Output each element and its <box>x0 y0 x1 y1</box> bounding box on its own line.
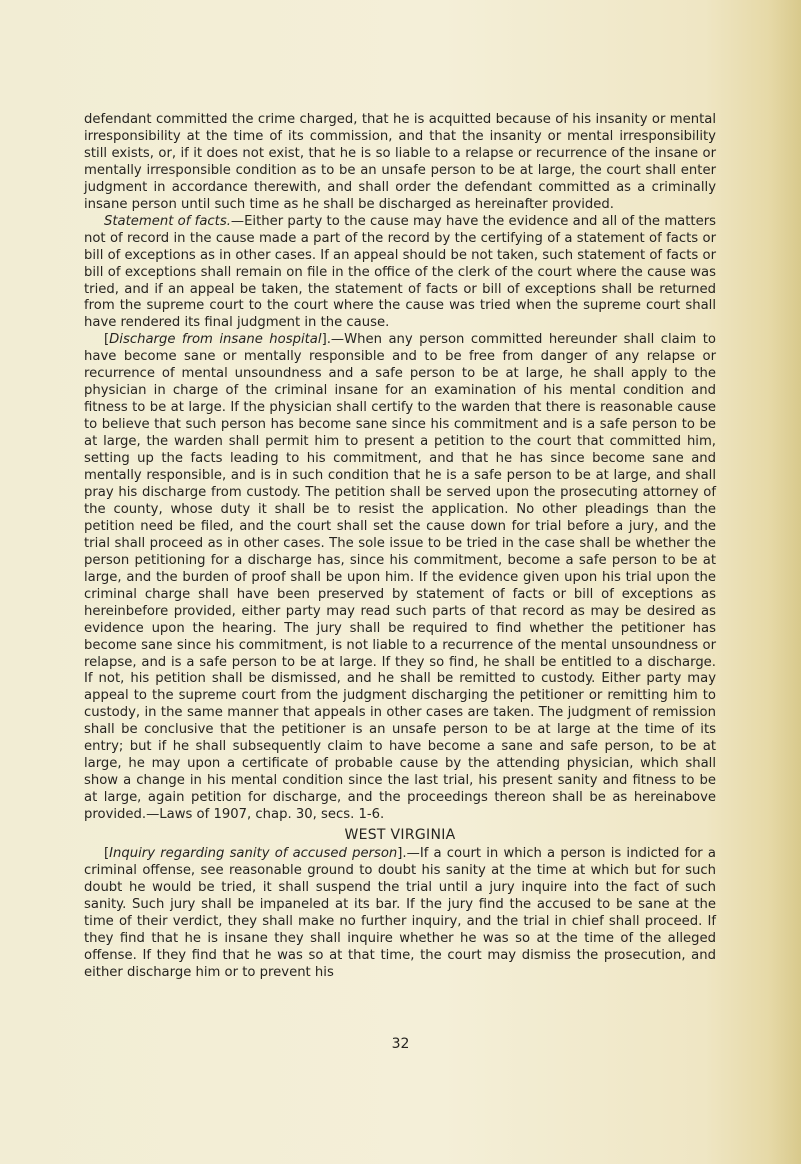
paragraph-statement-of-facts <box>84 214 716 333</box>
paragraph-lead-dash: ].— <box>321 332 345 348</box>
paragraph-lead-dash: — <box>230 213 245 229</box>
section-heading: WEST VIRGINIA <box>344 827 456 844</box>
paragraph-text: Either party to the cause may have the evidence and all of the matters not of record in the cause made a part of the record by the certifying of a statement of facts or bill of exceptions as in other cases. If an appeal should be not taken, such statement of facts or bill of exceptions shall remain on file in the office of the clerk of the court where the cause was tried, and if an appeal be taken, the statement of facts or bill of exceptions shall be returned from the supreme court to the court where the cause was tried when the supreme court shall have rendered its final judgment in the cause. <box>84 213 716 331</box>
paragraph-lead-italic: Inquiry regarding sanity of accused person <box>109 845 398 861</box>
paragraph-text: If a court in which a person is indicted for a criminal offense, see reasonable ground to doubt his sanity at the time at which but for such doubt he would be tried, it shall suspend the trial until a jury inquire into the fact of such sanity. Such jury shall be impaneled at its bar. If the jury find the accused to be sane at the time of their verdict, they shall make no further inquiry, and the trial in chief shall proceed. If they find that he is insane they shall inquire whether he was so at the time of the alleged offense. If they find that he was so at that time, the court may dismiss the prosecution, and either discharge him or to prevent his <box>84 845 716 980</box>
page-number: 32 <box>391 1036 410 1052</box>
paragraph-text: When any person committed hereunder shall claim to have become sane or mentally responsible and to be free from danger of any relapse or recurrence of mental unsoundness and a safe person to be at large, he shall apply to the physician in charge of the criminal insane for an examination of his mental condition and fitness to be at large. If the physician shall certify to the warden that there is reasonable cause to believe that such person has become sane since his commitment and is a safe person to be at large, the warden shall permit him to present a petition to the court that committed him, setting up the facts leading to his commitment, and that he has since become sane and mentally responsible, and is in such condition that he is a safe person to be at large, and shall pray his discharge from custody. The petition shall be served upon the prosecuting attorney of the county, whose duty it shall be to resist the application. No other pleadings than the petition need be filed, and the court shall set the cause down for trial before a jury, and the trial shall proceed as in other cases. The sole issue to be tried in the case shall be whether the person petitioning for a discharge has, since his commitment, become a safe person to be at large, and the burden of proof shall be upon him. If the evidence given upon his trial upon the criminal charge shall have been preserved by statement of facts or bill of exceptions as hereinbefore provided, either party may read such parts of that record as may be desired as evidence upon the hearing. The jury shall be required to find whether the petitioner has become sane since his commitment, is not liable to a recurrence of the mental unsoundness or relapse, and is a safe person to be at large. If they so find, he shall be entitled to a discharge. If not, his petition shall be dismissed, and he shall be remitted to custody. Either party may appeal to the supreme court from the judgment discharging the petitioner or remitting him to custody, in the same manner that appeals in other cases are taken. The judgment of remission shall be conclusive that the petitioner is an unsafe person to be at large at the time of its entry; but if he shall subsequently claim to have become a sane and safe person, to be at large, he may upon a certificate of probable cause by the attending physician, which shall show a change in his mental condition since the last trial, his present sanity and fitness to be at large, again petition for discharge, and the proceedings thereon shall be as hereinabove provided.—Laws of 1907, chap. 30, secs. 1-6. <box>84 332 716 823</box>
paragraph-lead-dash: ].— <box>397 845 420 861</box>
paragraph-discharge <box>84 332 716 824</box>
paragraph-lead: Statement of facts. <box>104 213 231 229</box>
paragraph-inquiry <box>84 846 716 982</box>
paragraph-lead: [Inquiry regarding sanity of accused person <box>104 845 398 861</box>
paragraph-lead-italic: Discharge from insane hospital <box>109 332 322 348</box>
body-text <box>84 112 716 982</box>
paragraph-text: defendant committed the crime charged, that he is acquitted because of his insanity or mental irresponsibility at the time of its commission, and that the insanity or mental irresponsibility still exists, or, if it does not exist, that he is so liable to a relapse or recurrence of the insane or mentally irresponsible condition as to be an unsafe person to be at large, the court shall enter judgment in accordance therewith, and shall order the defendant committed as a criminally insane person until such time as he shall be discharged as hereinafter provided. <box>84 112 716 212</box>
paragraph-continuation <box>84 112 716 214</box>
paragraph-lead: [Discharge from insane hospital <box>104 332 322 348</box>
